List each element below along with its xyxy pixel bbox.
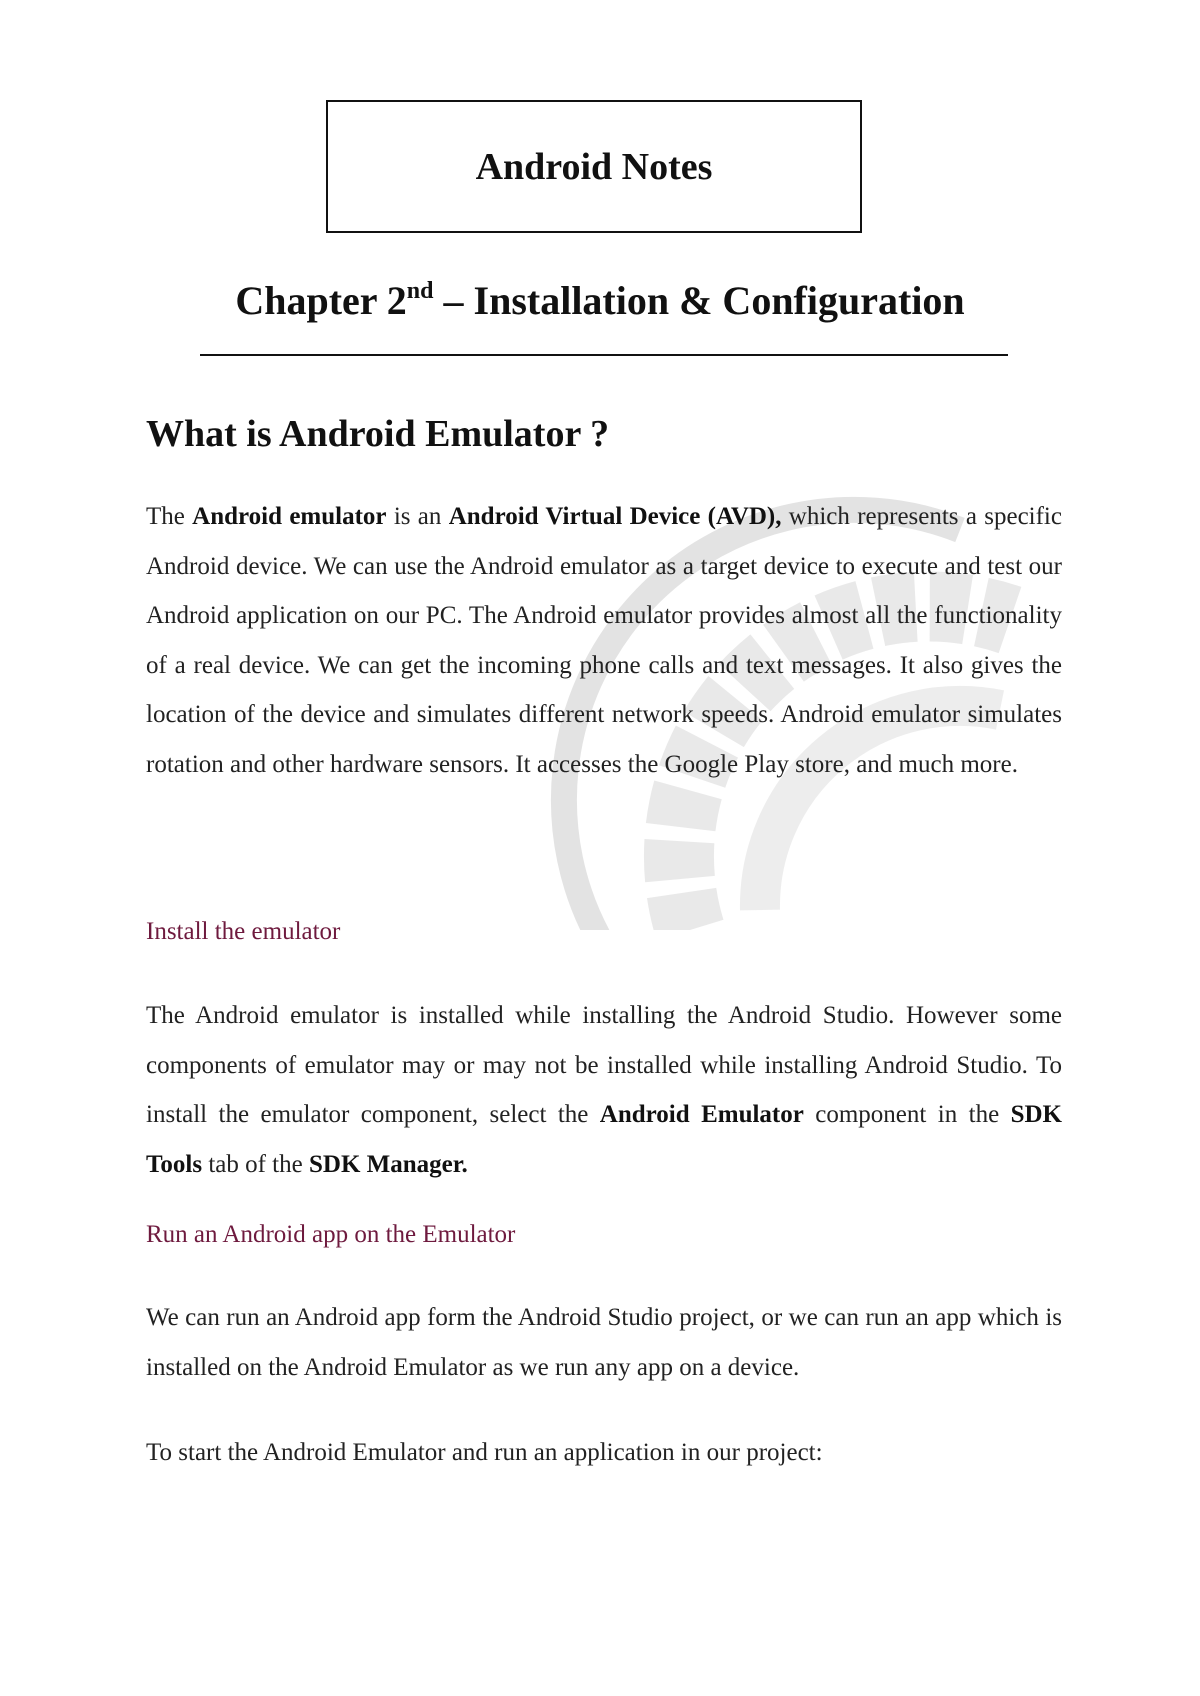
install-text-3: tab of the <box>202 1150 309 1178</box>
install-bold-3: SDK Manager. <box>308 1150 468 1178</box>
install-paragraph <box>146 991 1062 1189</box>
install-subheading: Install the emulator <box>146 918 341 945</box>
intro-text-3: which represents a specific Android device. We can use the Android emulator as a target device to execute and test our Android application on our PC. The Android emulator provides almost all the functionality of a real device. We can get the incoming phone calls and text messages. It also gives the location of the device and simulates different network speeds. Android emulator simulates rotation and other hardware sensors. It accesses the Google Play store, and much more. <box>146 503 1062 778</box>
chapter-title: – Installation & Configuration <box>433 278 965 323</box>
intro-text-2: is an <box>386 503 449 530</box>
run-paragraph: We can run an Android app form the Android Studio project, or we can run an app which is installed on the Android Emulator as we run any app on a device. <box>146 1304 1062 1381</box>
install-text-2: component in the <box>803 1101 1011 1128</box>
chapter-prefix: Chapter 2 <box>235 278 407 323</box>
start-paragraph: To start the Android Emulator and run an application in our project: <box>146 1439 823 1466</box>
intro-bold-2: Android Virtual Device (AVD), <box>448 503 782 530</box>
run-subheading: Run an Android app on the Emulator <box>146 1221 516 1248</box>
intro-text-1: The <box>146 503 193 530</box>
title-box <box>326 100 862 233</box>
intro-bold-1: Android emulator <box>192 503 387 530</box>
document-title: Android Notes <box>475 145 713 188</box>
chapter-ordinal: nd <box>406 278 434 304</box>
chapter-divider <box>200 354 1008 356</box>
install-bold-2: SDK Tools <box>146 1101 1062 1178</box>
section-heading: What is Android Emulator ? <box>146 413 610 455</box>
install-text-1: The Android emulator is installed while installing the Android Studio. However some components of emulator may or may not be installed while installing Android Studio. To install the emulator component, select the <box>146 1002 1062 1128</box>
intro-paragraph <box>146 492 1062 789</box>
install-bold-1: Android Emulator <box>599 1101 804 1128</box>
chapter-heading <box>0 277 1200 324</box>
